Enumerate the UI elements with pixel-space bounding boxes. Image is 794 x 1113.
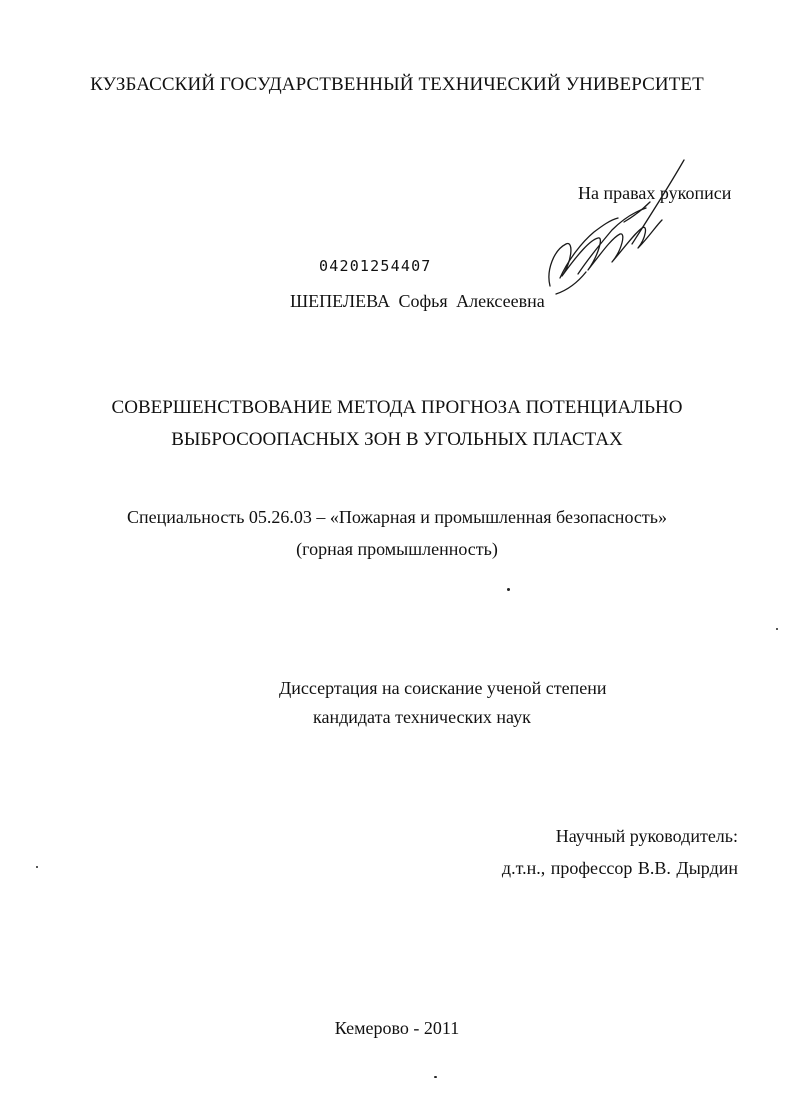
university-name: КУЗБАССКИЙ ГОСУДАРСТВЕННЫЙ ТЕХНИЧЕСКИЙ УНИВЕРСИТЕТ (90, 74, 704, 95)
author-name: ШЕПЕЛЕВА Софья Алексеевна (290, 291, 545, 311)
dissertation-title-line-1: СОВЕРШЕНСТВОВАНИЕ МЕТОДА ПРОГНОЗА ПОТЕНЦИАЛЬНО (111, 397, 683, 418)
specialty-line-2: (горная промышленность) (296, 539, 498, 559)
manuscript-note: На правах рукописи (578, 183, 732, 203)
supervisor-name: д.т.н., профессор В.В. Дырдин (501, 858, 738, 878)
supervisor-label: Научный руководитель: (555, 826, 738, 846)
signature-icon (538, 158, 698, 308)
degree-line-2: кандидата технических наук (313, 707, 531, 727)
specialty-line-1: Специальность 05.26.03 – «Пожарная и промышленная безопасность» (127, 507, 667, 527)
scan-speck (776, 628, 778, 630)
registration-number: 04201254407 (319, 257, 432, 275)
degree-line-1: Диссертация на соискание ученой степени (279, 678, 607, 698)
scan-speck (434, 1076, 437, 1078)
scan-speck (507, 588, 510, 591)
scan-speck (36, 866, 38, 868)
dissertation-title-line-2: ВЫБРОСООПАСНЫХ ЗОН В УГОЛЬНЫХ ПЛАСТАХ (171, 429, 623, 450)
city-year: Кемерово - 2011 (334, 1018, 460, 1038)
